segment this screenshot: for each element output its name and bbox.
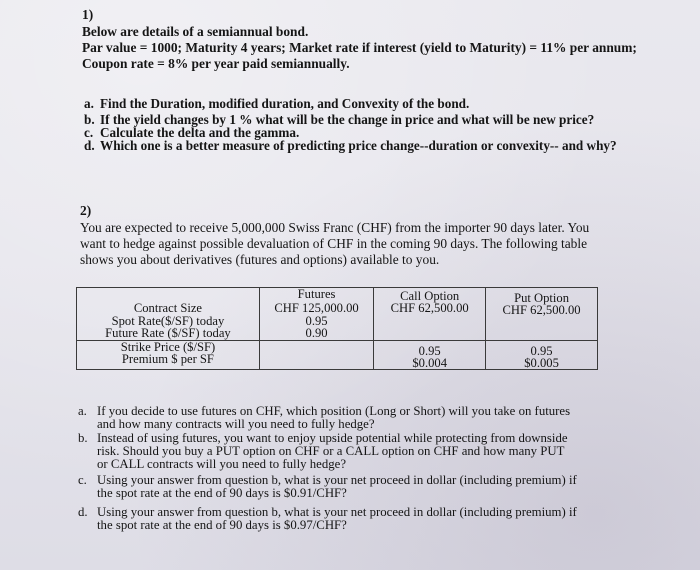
q1-item-label: a. (84, 96, 94, 111)
q2-item-label: d. (78, 505, 88, 519)
table-cell: CHF 125,000.00 (274, 301, 359, 316)
q2-number: 2) (80, 203, 92, 218)
table-cell: 0.95 (530, 343, 553, 358)
q2-line-2: want to hedge against possible devaluation of CHF in the coming 90 days. The following table (80, 236, 588, 251)
table-futures-empty (259, 340, 373, 370)
row-label: Strike Price ($/SF) (120, 339, 216, 354)
table-header-futures: Futures (259, 288, 373, 301)
row-label: Spot Rate($/SF) today (111, 313, 225, 328)
q1-item (84, 138, 617, 153)
q1-item-text: Find the Duration, modified duration, and Convexity of the bond. (100, 96, 470, 111)
q2-item-text (97, 405, 570, 431)
q1-item-label: b. (84, 112, 95, 127)
q2-item-label: a. (78, 404, 87, 418)
table-cell: 0.95 (418, 343, 441, 358)
table-cell: $0.005 (524, 356, 559, 371)
table-cell: 0.95 (305, 313, 328, 328)
q2-item-text (97, 474, 577, 500)
q2-item-text (97, 506, 577, 532)
q2-item-line: risk. Should you buy a PUT option on CHF or a CALL option on CHF and how many PUT (97, 444, 565, 459)
q2-item-line: Using your answer from question b, what is your net proceed in dollar (including premium) if (97, 505, 577, 519)
q2-item-line: the spot rate at the end of 90 days is $0.97/CHF? (97, 518, 347, 533)
table-futures-values (259, 300, 373, 340)
table-cell-put-contract: CHF 62,500.00 (502, 303, 581, 318)
table-cell-call-contract: CHF 62,500.00 (390, 301, 469, 316)
q1-item-label: d. (84, 138, 95, 153)
table-call-column-top (374, 288, 486, 341)
table-header-call: Call Option (400, 289, 460, 303)
table-label-strike-premium (77, 340, 260, 370)
q2-item-line: Instead of using futures, you want to enjoy upside potential while protecting from downside (97, 431, 568, 445)
q2-item-label: b. (78, 431, 88, 445)
q1-item (84, 112, 617, 127)
q2-line-3: shows you about derivatives (futures and options) available to you. (80, 252, 440, 267)
q1-line-3: Coupon rate = 8% per year paid semiannually. (82, 56, 350, 71)
q1-line-2: Par value = 1000; Maturity 4 years; Market rate if interest (yield to Maturity) = 11% per annum; (82, 40, 637, 55)
q2-line-1: You are expected to receive 5,000,000 Swiss Franc (CHF) from the importer 90 days later. You (80, 220, 590, 235)
table-header-row (77, 288, 598, 301)
table-put-column-top (486, 288, 598, 341)
q2-item-line: or CALL contracts will you need to fully hedge? (97, 457, 346, 472)
table-label-contract-size (77, 300, 260, 340)
q1-item-text: If the yield changes by 1 % what will be the change in price and what will be new price? (100, 112, 595, 127)
q1-item-text: Calculate the delta and the gamma. (100, 125, 300, 140)
row-label: Future Rate ($/SF) today (105, 326, 231, 341)
q2-item-text (97, 432, 568, 472)
table-header-put: Put Option (514, 291, 570, 305)
q1-item-text: Which one is a better measure of predicting price change--duration or convexity-- and why? (100, 138, 617, 153)
q2-item-line: Using your answer from question b, what is your net proceed in dollar (including premium) if (97, 473, 577, 487)
table-cell: $0.004 (412, 356, 447, 371)
derivatives-table (76, 287, 598, 370)
q2-item-line: and how many contracts will you need to fully hedge? (97, 417, 375, 432)
q1-line-1: Below are details of a semiannual bond. (82, 24, 309, 39)
row-label: Contract Size (133, 301, 203, 316)
q1-item (84, 125, 617, 140)
table-put-values (486, 340, 598, 370)
q2-item-label: c. (78, 473, 87, 487)
table-call-values (374, 340, 486, 370)
q1-item-list (84, 96, 617, 153)
q2-item-line: If you decide to use futures on CHF, which position (Long or Short) will you take on futures (97, 404, 571, 418)
q1-number: 1) (82, 7, 94, 22)
table-cell: 0.90 (305, 326, 328, 341)
row-label: Premium $ per SF (121, 352, 214, 367)
table-header-blank (77, 288, 260, 301)
q1-item-label: c. (84, 125, 94, 140)
table-row (77, 340, 598, 370)
q1-item (84, 96, 617, 112)
q2-item-line: the spot rate at the end of 90 days is $0.91/CHF? (97, 486, 347, 501)
